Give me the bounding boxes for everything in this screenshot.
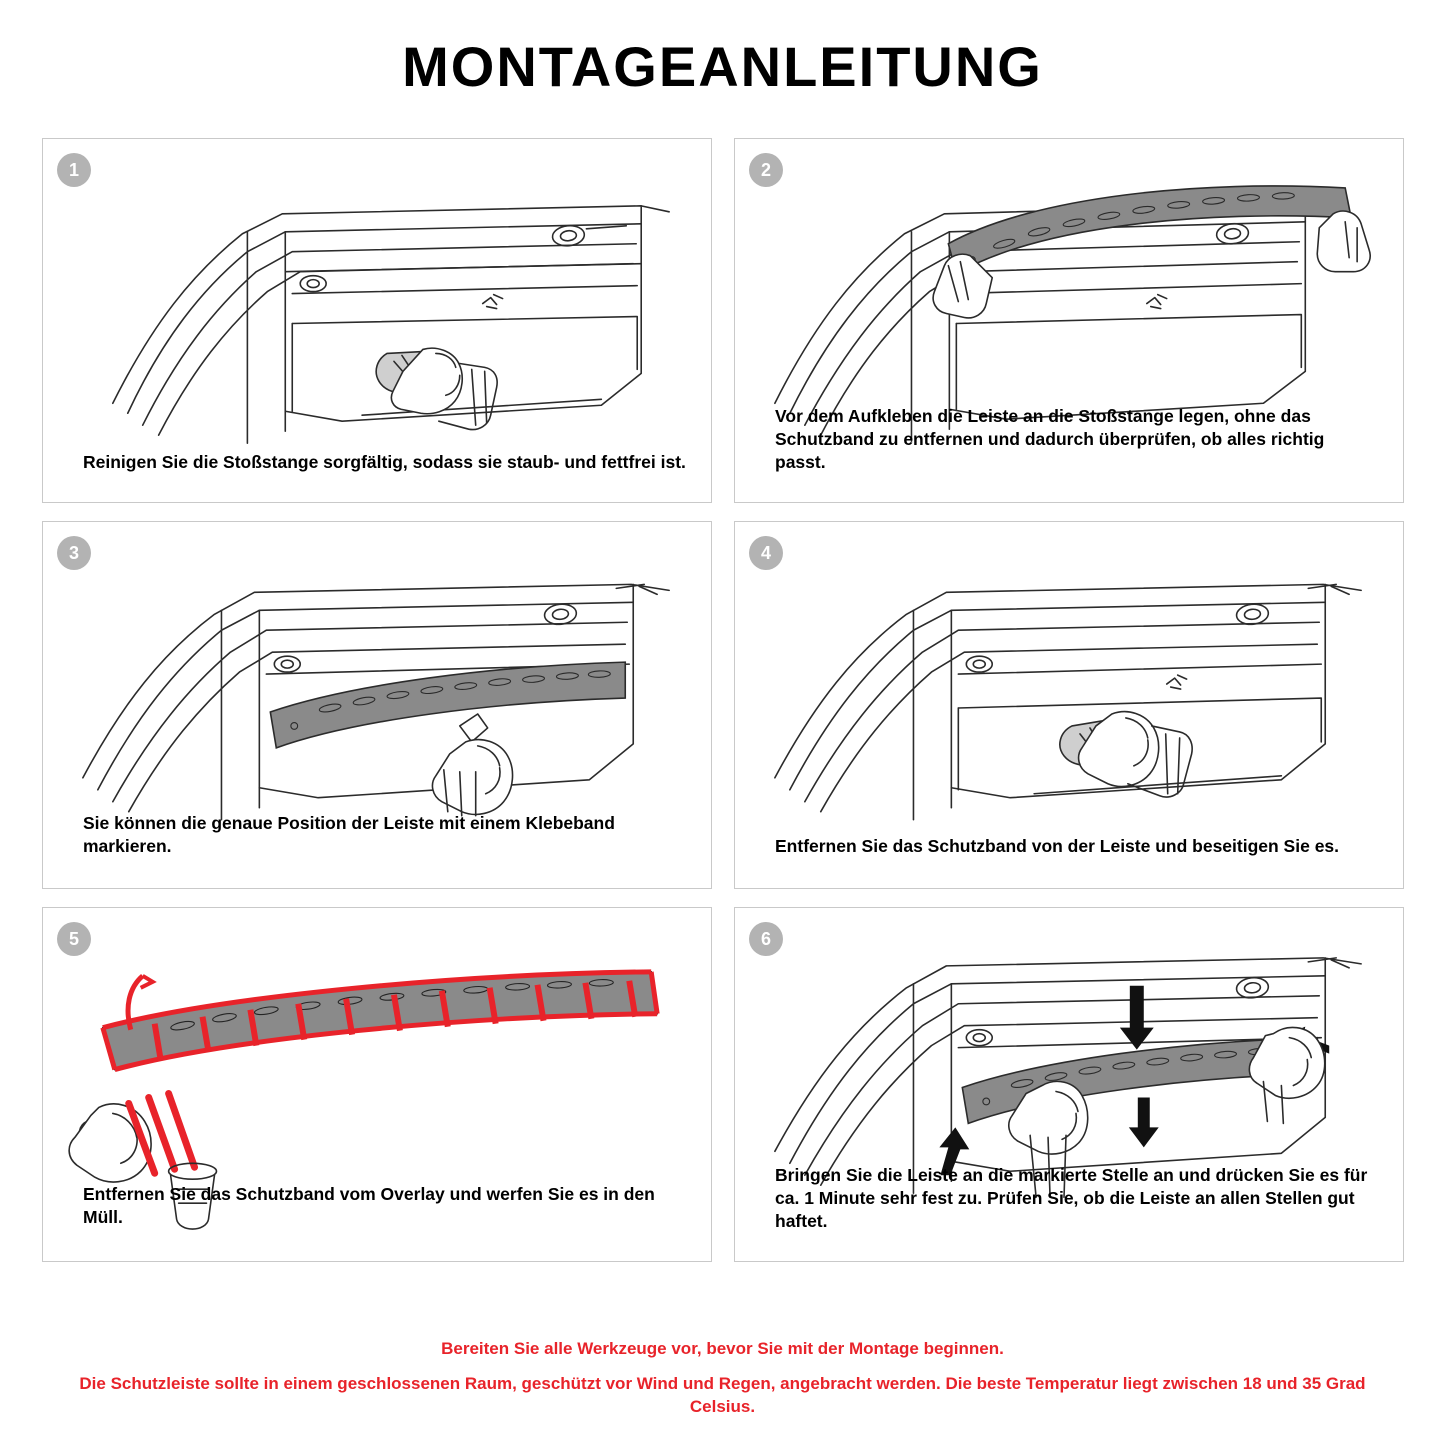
step-card-2 xyxy=(734,138,1404,503)
footer-line-1: Bereiten Sie alle Werkzeuge vor, bevor Sie mit der Montage beginnen. xyxy=(441,1339,1004,1359)
step-caption-6: Bringen Sie die Leiste an die markierte Stelle an und drücken Sie es für ca. 1 Minute sehr fest zu. Prüfen Sie, ob die Leiste an allen Stellen gut haftet. xyxy=(775,1164,1368,1231)
step-number-badge: 1 xyxy=(57,153,91,187)
step-caption-4: Entfernen Sie das Schutzband von der Leiste und beseitigen Sie es. xyxy=(775,835,1340,856)
step-caption-2: Vor dem Aufkleben die Leiste an die Stoßstange legen, ohne das Schutzband zu entfernen und dadurch überprüfen, ob alles richtig passt. xyxy=(775,405,1325,472)
step-card-5 xyxy=(42,907,712,1262)
step-caption-5: Entfernen Sie das Schutzband vom Overlay und werfen Sie es in den Müll. xyxy=(83,1183,655,1227)
step-number-badge: 6 xyxy=(749,922,783,956)
footer-notes xyxy=(0,1339,1445,1419)
step-card-4 xyxy=(734,521,1404,889)
steps-grid xyxy=(42,138,1404,1262)
page-title: MONTAGEANLEITUNG xyxy=(402,35,1043,98)
step-number-badge: 4 xyxy=(749,536,783,570)
step-card-1 xyxy=(42,138,712,503)
step-caption-1: Reinigen Sie die Stoßstange sorgfältig, sodass sie staub- und fettfrei ist. xyxy=(83,451,686,472)
footer-line-2: Die Schutzleiste sollte in einem geschlossenen Raum, geschützt vor Wind und Regen, angebracht werden. Die beste Temperatur liegt zwischen 18 und 35 Grad Celsius. xyxy=(79,1374,1366,1417)
step-illustration-1 xyxy=(43,145,711,502)
step-card-3 xyxy=(42,521,712,889)
step-caption-3: Sie können die genaue Position der Leiste mit einem Klebeband markieren. xyxy=(83,812,615,856)
step-number-badge: 2 xyxy=(749,153,783,187)
step-number-badge: 5 xyxy=(57,922,91,956)
step-number-badge: 3 xyxy=(57,536,91,570)
step-card-6 xyxy=(734,907,1404,1262)
